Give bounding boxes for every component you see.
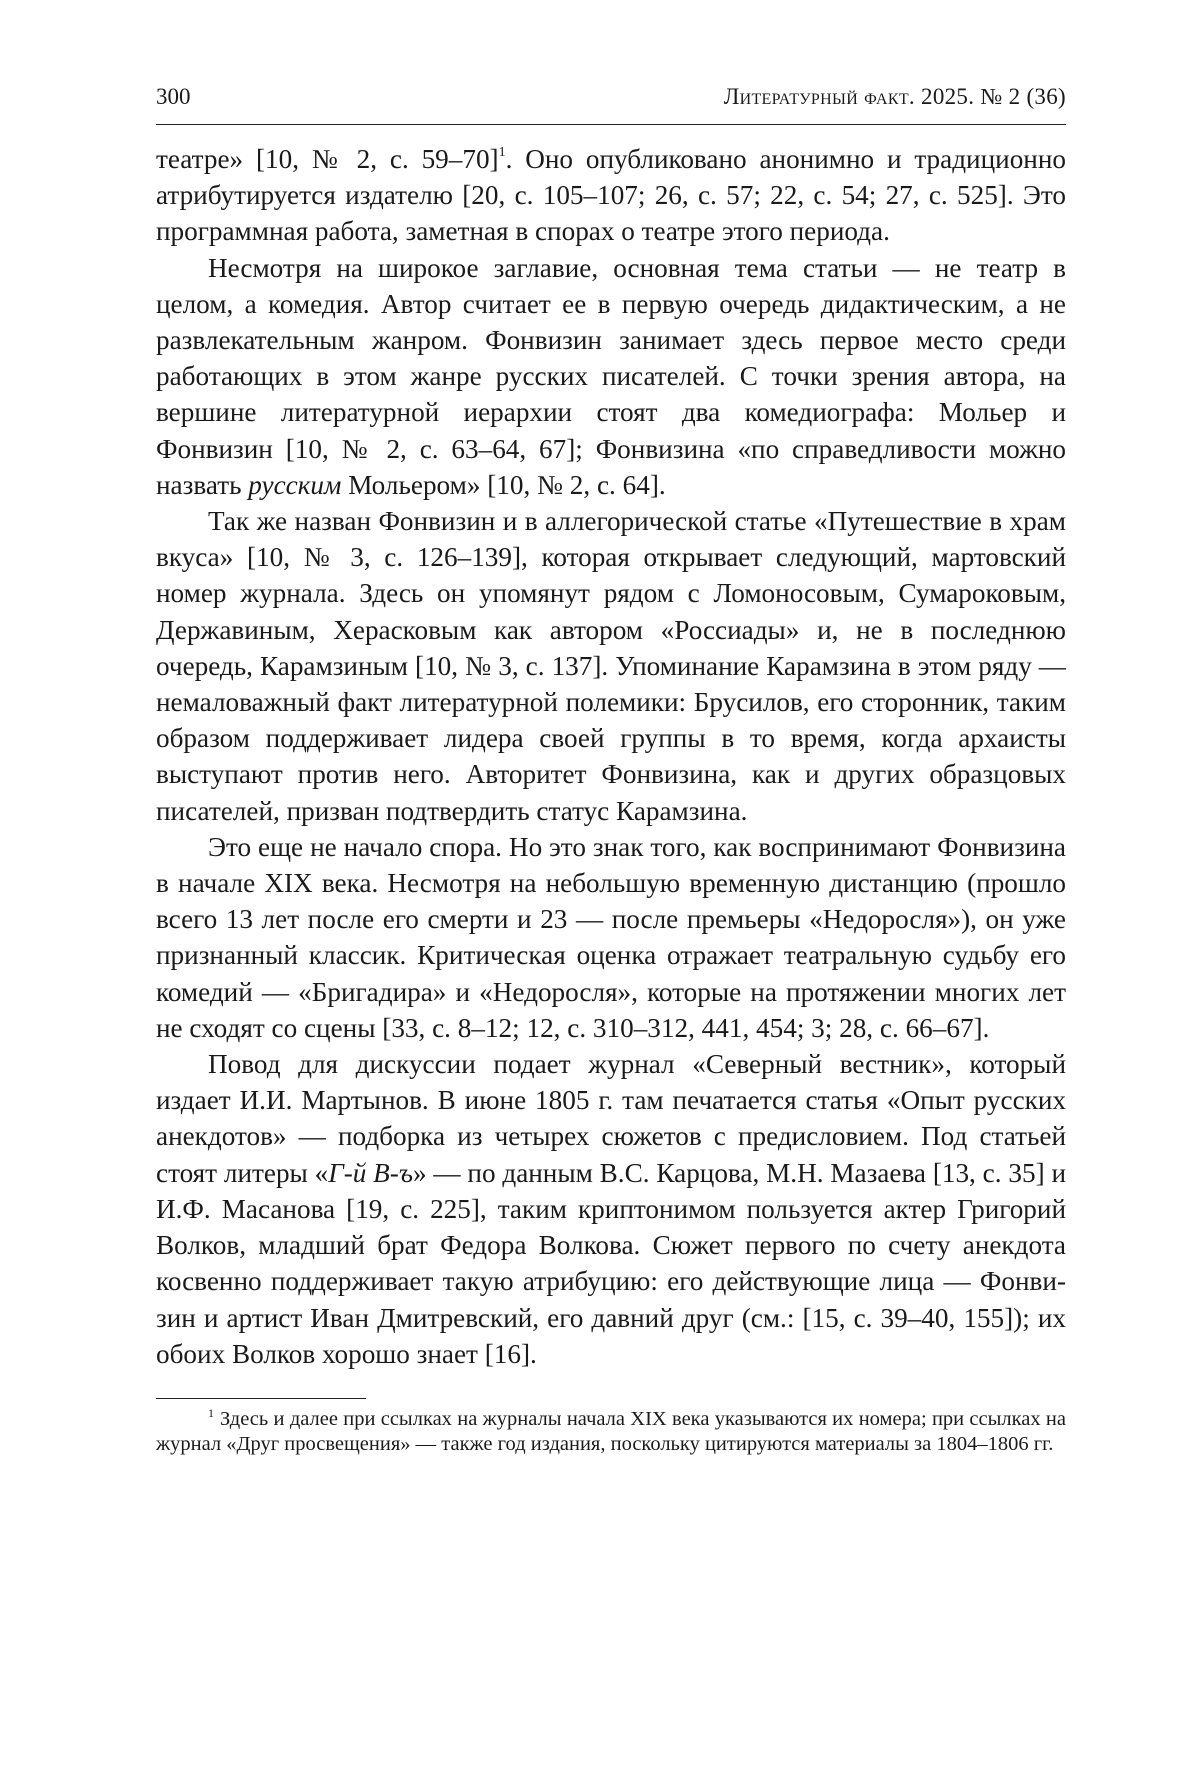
paragraph-5-italic: Г-й В-ъ <box>328 1157 413 1188</box>
paragraph-4: Это еще не начало спора. Но это знак того, как воспринимают Фонвизина в начале XIX века. Несмотря на небольшую временную дистанцию (прошло всего 13 лет после его смерти и 23 — после премьеры «Недоросля»), он уже признанный классик. Критическая оценка отражает театральную судьбу его комедий — «Бригадира» и «Недоросля», которые на протяжении многих лет не сходят со сцены [33, с. 8–12; 12, с. 310–312, 441, 454; 3; 28, с. 66–67]. <box>156 831 1066 1043</box>
paragraph-5-end: » — по данным В.С. Карцова, М.Н. Мазаева [13, с. 35] и И.Ф. Масанова [19, с. 225], таким криптонимом пользуется актер Григорий Волков, младший брат Федора Волкова. Сюжет первого по счету анекдота косвенно поддерживает такую атрибуцию: его действующие лица — Фонвизин и артист Иван Дмитревский, его давний друг (см.: [15, с. 39–40, 155]); их обоих Волков хорошо знает [16]. <box>156 1157 1066 1369</box>
paragraph-5-start: Повод для дискуссии подает журнал «Северный вестник», который издает И.И. Мартынов. В июне 1805 г. там печатается статья «Опыт русских анекдотов» — подборка из четырех сюжетов с предисловием. Под статьей стоят литеры « <box>156 1049 1066 1188</box>
page <box>156 84 1066 1458</box>
article-body <box>156 141 1066 1372</box>
footnote <box>156 1407 1066 1458</box>
footnote-ref: 1 <box>498 145 506 160</box>
journal-title: Литературный факт. 2025. № 2 (36) <box>723 84 1066 109</box>
footnote-marker: 1 <box>208 1405 214 1420</box>
page-number: 300 <box>156 84 191 109</box>
paragraph-1-start: театре» [10, № 2, с. 59–70] <box>156 144 499 174</box>
running-header <box>156 84 1066 125</box>
footnote-text: Здесь и далее при ссылках на журналы начала XIX века указываются их номера; при ссылках на журнал «Друг просвещения» — также год издания, поскольку цитируются материалы за 1804–1806 гг. <box>156 1407 1066 1456</box>
paragraph-1-rest: . Оно опубликовано анонимно и традиционно атрибутируется издателю [20, с. 105–107; 26, с. 57; 22, с. 54; 27, с. 525]. Это программная работа, заметная в спорах о театре этого периода. <box>156 144 1066 247</box>
paragraph-3: Так же назван Фонвизин и в аллегорической статье «Путешествие в храм вкуса» [10, № 3, с. 126–139], которая открывает следующий, мартовский номер журнала. Здесь он упомянут рядом с Ломоносовым, Сумароковым, Державиным, Херасковым как автором «Россиады» и, не в последнюю очередь, Карамзиным [10, № 3, с. 137]. Упоминание Карамзина в этом ряду — немаловажный факт литературной полемики: Брусилов, его сторонник, таким образом поддерживает лидера своей группы в то время, когда архаисты выступают против него. Авторитет Фонвизина, как и других образцовых писателей, призван подтвердить статус Карамзина. <box>156 506 1066 826</box>
paragraph-2-italic: русским <box>248 469 342 500</box>
paragraph-2-start: Несмотря на широкое заглавие, основная тема статьи — не театр в целом, а комедия. Автор считает ее в первую очередь дидактическим, а не развлекательным жанром. Фонвизин занимает здесь первое место среди работающих в этом жанре русских писателей. С точки зрения автора, на вершине литературной иерархии стоят два комедиографа: Мольер и Фонвизин [10, № 2, с. 63–64, 67]; Фонвизина «по справедливости можно назвать <box>156 252 1066 500</box>
paragraph-2-end: Мольером» [10, № 2, с. 64]. <box>341 469 666 500</box>
paragraph-2 <box>156 250 1066 503</box>
paragraph-5 <box>156 1046 1066 1372</box>
footnote-divider <box>156 1398 366 1399</box>
paragraph-1 <box>156 141 1066 250</box>
